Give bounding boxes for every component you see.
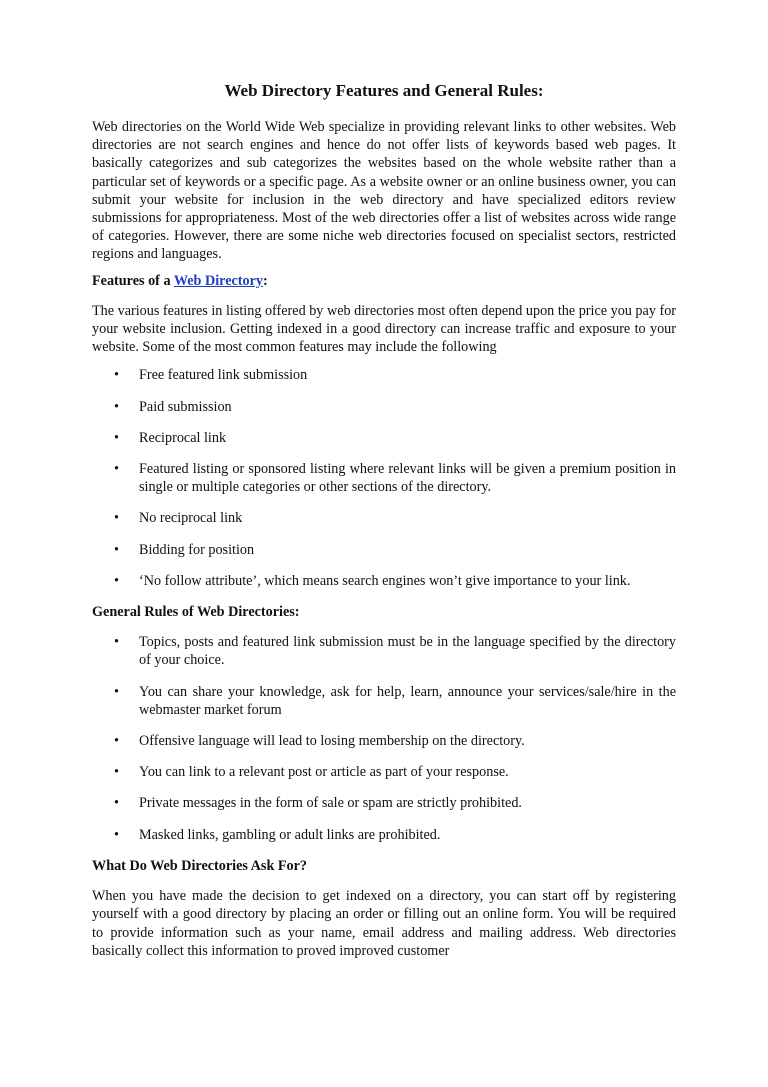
features-heading-suffix: : [263, 272, 268, 289]
list-item-text: Free featured link submission [139, 367, 308, 384]
bullet-icon: • [114, 429, 119, 446]
list-item [92, 794, 676, 812]
list-item-text: Featured listing or sponsored listing where relevant links will be given a premium position in single or multiple categories or other sections of the directory. [139, 461, 676, 496]
list-item-text: Reciprocal link [139, 429, 227, 446]
rules-list [92, 633, 676, 844]
list-item [92, 572, 676, 590]
list-item-text: You can link to a relevant post or article as part of your response. [139, 764, 509, 781]
list-item [92, 683, 676, 719]
bullet-icon: • [114, 826, 119, 843]
list-item-text: Offensive language will lead to losing membership on the directory. [139, 733, 525, 750]
bullet-icon: • [114, 634, 119, 651]
list-item-text: Masked links, gambling or adult links are prohibited. [139, 826, 441, 843]
bullet-icon: • [114, 683, 119, 700]
bullet-icon: • [114, 572, 119, 589]
list-item [92, 429, 676, 447]
bullet-icon: • [114, 541, 119, 558]
ask-paragraph: When you have made the decision to get indexed on a directory, you can start off by registering yourself with a good directory by placing an order or filling out an online form. You will be required to provide information such as your name, email address and mailing address. Web directories basically collect this information to proved improved customer [92, 888, 676, 959]
list-item [92, 633, 676, 669]
features-heading-prefix: Features of a [92, 272, 174, 289]
ask-heading: What Do Web Directories Ask For? [92, 857, 308, 874]
list-item [92, 541, 676, 559]
page-title: Web Directory Features and General Rules: [224, 81, 544, 100]
list-item-text: Topics, posts and featured link submission must be in the language specified by the directory of your choice. [139, 634, 676, 669]
document-page [92, 80, 676, 960]
list-item-text: You can share your knowledge, ask for help, learn, announce your services/sale/hire in the webmaster market forum [139, 683, 676, 718]
list-item [92, 826, 676, 844]
bullet-icon: • [114, 398, 119, 415]
intro-paragraph: Web directories on the World Wide Web specialize in providing relevant links to other websites. Web directories are not search engines and hence do not offer lists of keywords based web pages. It basically categorizes and sub categorizes the websites based on the whole website rather than a particular set of keywords or a specific page. As a website owner or an online business owner, you can submit your website for inclusion in the web directory and have specialized editors review submissions for appropriateness. Most of the web directories offer a list of websites across wide range of categories. However, there are some niche web directories focused on specialist sectors, restricted regions and languages. [92, 119, 676, 263]
list-item [92, 366, 676, 384]
list-item-text: Paid submission [139, 398, 232, 415]
list-item-text: Private messages in the form of sale or spam are strictly prohibited. [139, 795, 522, 812]
rules-heading: General Rules of Web Directories: [92, 604, 300, 621]
bullet-icon: • [114, 461, 119, 478]
web-directory-link[interactable]: Web Directory [173, 272, 263, 289]
list-item [92, 460, 676, 496]
list-item-text: Bidding for position [139, 541, 255, 558]
list-item [92, 398, 676, 416]
bullet-icon: • [114, 795, 119, 812]
list-item-text: ‘No follow attribute’, which means search engines won’t give importance to your link. [139, 572, 631, 589]
bullet-icon: • [114, 510, 119, 527]
features-list [92, 366, 676, 590]
bullet-icon: • [114, 367, 119, 384]
list-item [92, 509, 676, 527]
features-heading [92, 272, 676, 290]
list-item-text: No reciprocal link [139, 510, 243, 527]
features-paragraph: The various features in listing offered by web directories most often depend upon the price you pay for your website inclusion. Getting indexed in a good directory can increase traffic and exposure to your website. Some of the most common features may include the following [92, 302, 677, 356]
list-item [92, 732, 676, 750]
bullet-icon: • [114, 764, 119, 781]
bullet-icon: • [114, 733, 119, 750]
list-item [92, 763, 676, 781]
